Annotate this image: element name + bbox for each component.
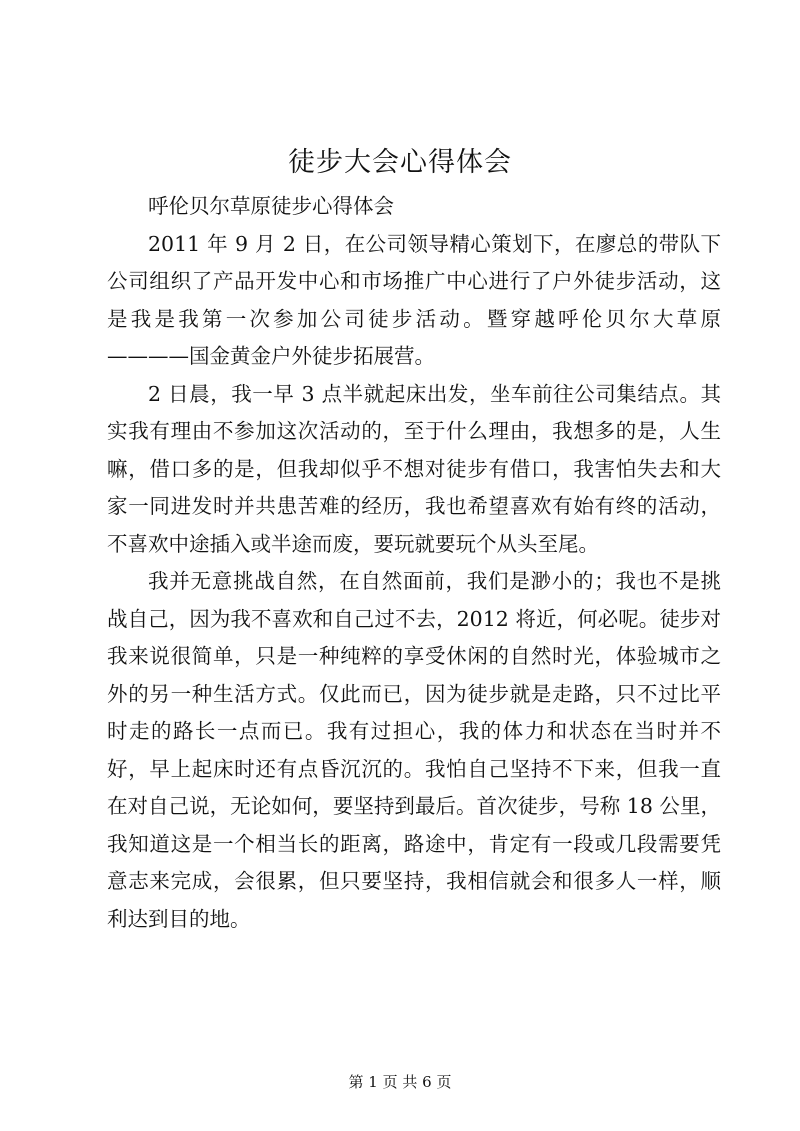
paragraph-3: 我并无意挑战自然，在自然面前，我们是渺小的；我也不是挑战自己，因为我不喜欢和自己过不去，2012 将近，何必呢。徒步对我来说很简单，只是一种纯粹的享受休闲的自然时光，体验城市之外的另一种生活方式。仅此而已，因为徒步就是走路，只不过比平时走的路长一点而已。我有过担心，我的体力和状态在当时并不好，早上起床时还有点昏沉沉的。我怕自己坚持不下来，但我一直在对自己说，无论如何，要坚持到最后。首次徒步，号称 18 公里，我知道这是一个相当长的距离，路途中，肯定有一段或几段需要凭意志来完成，会很累，但只要坚持，我相信就会和很多人一样，顺利达到目的地。: [107, 569, 721, 931]
document-subtitle: 呼伦贝尔草原徒步心得体会: [148, 194, 394, 218]
paragraph-1: 2011 年 9 月 2 日，在公司领导精心策划下，在廖总的带队下公司组织了产品开发中心和市场推广中心进行了户外徒步活动，这是我是我第一次参加公司徒步活动。暨穿越呼伦贝尔大草原————国金黄金户外徒步拓展营。: [107, 231, 721, 368]
page-footer: 第 1 页 共 6 页: [348, 1073, 452, 1091]
document-body: [107, 188, 721, 938]
document-title: 徒步大会心得体会: [288, 147, 512, 178]
paragraph-2: 2 日晨，我一早 3 点半就起床出发，坐车前往公司集结点。其实我有理由不参加这次活动的，至于什么理由，我想多的是，人生嘛，借口多的是，但我却似乎不想对徒步有借口，我害怕失去和大家一同进发时并共患苦难的经历，我也希望喜欢有始有终的活动，不喜欢中途插入或半途而废，要玩就要玩个从头至尾。: [107, 381, 721, 556]
